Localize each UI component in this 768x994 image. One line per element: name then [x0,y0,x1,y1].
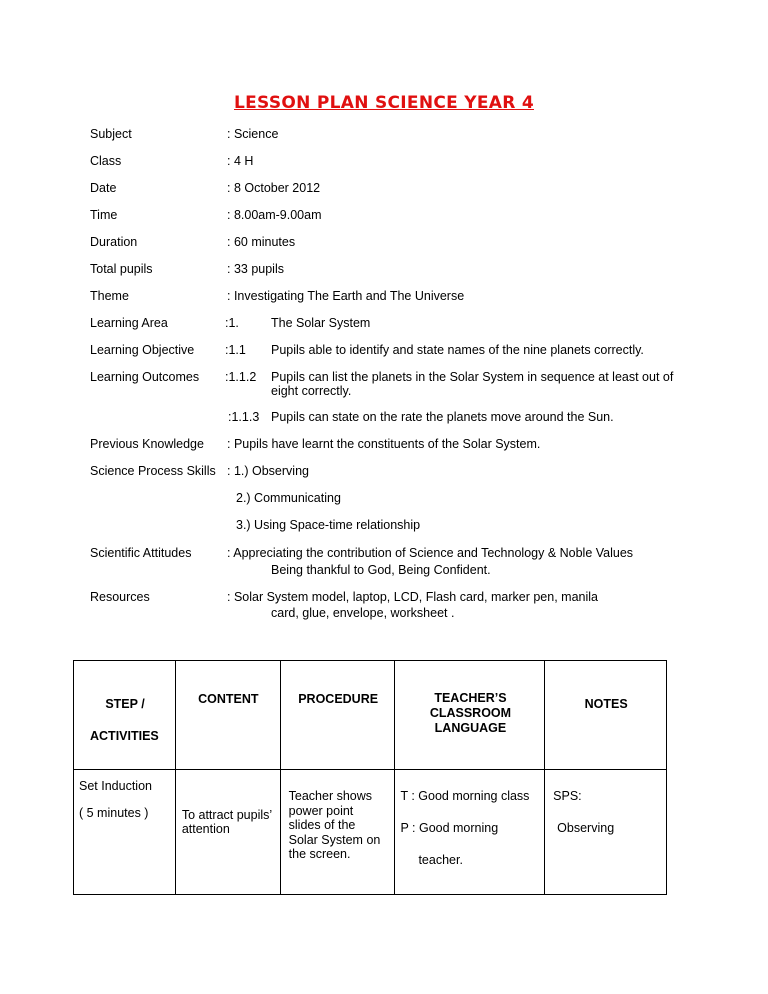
field-label: Theme [90,289,129,303]
cell-content [175,770,280,895]
table-header-row [74,661,667,770]
header-classroom: CLASSROOM [429,706,512,720]
field-label: Learning Objective [90,343,195,357]
step-name: Set Induction [79,779,152,793]
field-value: Pupils able to identify and state names of the nine planets correctly. [271,343,644,357]
field-value: : 60 minutes [227,235,296,249]
field-learning-outcomes-2 [90,409,710,427]
field-value-continued: Being thankful to God, Being Confident. [271,563,491,577]
field-label: Class [90,154,122,168]
procedure-line: Solar System on [288,833,381,847]
field-label: Duration [90,235,138,249]
field-value: 2.) Communicating [236,491,341,505]
field-value: : Solar System model, laptop, LCD, Flash card, marker pen, manila [227,590,598,604]
cell-notes [545,770,667,895]
cell-procedure [280,770,395,895]
field-value-continued: card, glue, envelope, worksheet . [271,606,455,620]
field-value: : Pupils have learnt the constituents of the Solar System. [227,437,541,451]
field-value: : 8 October 2012 [227,181,321,195]
field-label: Total pupils [90,262,153,276]
header-activities: ACTIVITIES [90,729,159,743]
field-label: Learning Outcomes [90,370,200,384]
header-notes-cell [545,661,667,770]
field-value: : Appreciating the contribution of Science and Technology & Noble Values [227,546,634,560]
table-row [74,770,667,895]
content-line: attention [181,822,230,836]
notes-line: Observing [557,821,615,835]
field-resources [90,589,710,623]
field-learning-area [90,315,710,333]
field-previous-knowledge [90,436,710,454]
field-value: : Investigating The Earth and The Universe [227,289,465,303]
step-duration: ( 5 minutes ) [79,806,149,820]
field-value: : 1.) Observing [227,464,309,478]
field-number: :1. [225,316,239,330]
language-line: teacher. [418,853,463,867]
header-teacher-language-cell [395,661,545,770]
field-label: Science Process Skills [90,464,216,478]
field-science-process-skills-2 [90,490,710,508]
page-title: LESSON PLAN SCIENCE YEAR 4 [234,93,534,113]
header-procedure: PROCEDURE [298,692,379,706]
header-procedure-cell [280,661,395,770]
field-label: Learning Area [90,316,168,330]
procedure-line: Teacher shows [288,789,373,803]
language-line: P : Good morning [400,821,499,835]
field-value: Pupils can list the planets in the Solar System in sequence at least out of [271,370,674,384]
field-label: Date [90,181,117,195]
lesson-plan-table [73,660,667,895]
header-content: CONTENT [198,692,259,706]
field-total-pupils [90,261,710,279]
cell-teacher-language [395,770,545,895]
header-content-cell [175,661,280,770]
field-label: Previous Knowledge [90,437,204,451]
header-teacher: TEACHER’S [434,691,507,705]
procedure-line: slides of the [288,818,356,832]
field-value-continued: eight correctly. [271,384,352,398]
field-label: Resources [90,590,150,604]
field-duration [90,234,710,252]
field-value: : 33 pupils [227,262,284,276]
content-line: To attract pupils’ [181,808,273,822]
field-value: Pupils can state on the rate the planets move around the Sun. [271,410,614,424]
field-number: :1.1.2 [225,370,257,384]
header-step: STEP / [105,697,145,711]
field-value: The Solar System [271,316,371,330]
field-value: : 8.00am-9.00am [227,208,322,222]
field-theme [90,288,710,306]
field-date [90,180,710,198]
field-class [90,153,710,171]
procedure-line: power point [288,804,354,818]
header-step-activities [74,661,176,770]
header-notes: NOTES [584,697,628,711]
field-learning-objective [90,342,710,360]
field-label: Scientific Attitudes [90,546,192,560]
field-label: Time [90,208,118,222]
field-value: : Science [227,127,279,141]
header-language: LANGUAGE [434,721,507,735]
field-value: 3.) Using Space-time relationship [236,518,421,532]
field-science-process-skills-3 [90,517,710,535]
field-number: :1.1 [225,343,246,357]
field-label: Subject [90,127,132,141]
cell-step [74,770,176,895]
field-learning-outcomes [90,369,710,403]
language-line: T : Good morning class [400,789,530,803]
field-subject [90,126,710,144]
field-number: :1.1.3 [228,410,260,424]
field-scientific-attitudes [90,545,710,579]
field-science-process-skills [90,463,710,481]
notes-line: SPS: [553,789,582,803]
field-value: : 4 H [227,154,254,168]
procedure-line: the screen. [288,847,351,861]
field-time [90,207,710,225]
